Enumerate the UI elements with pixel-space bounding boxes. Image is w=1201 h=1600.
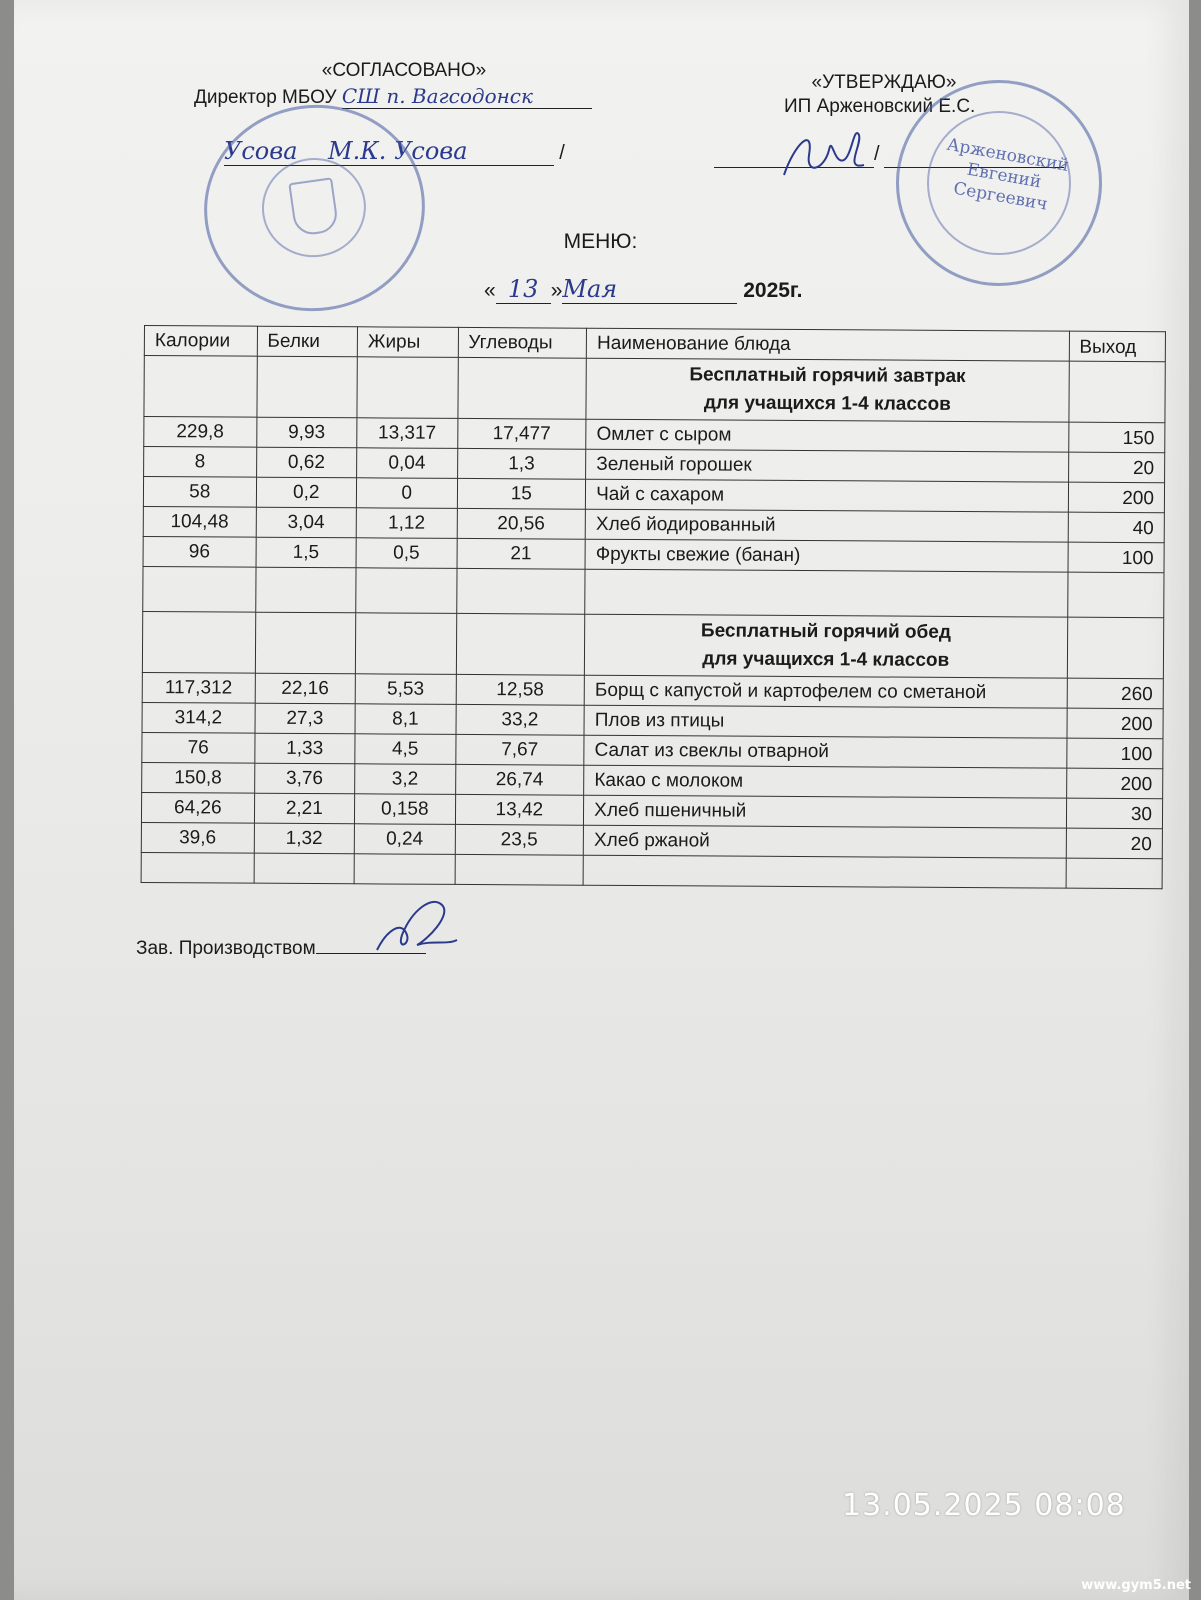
page-title: МЕНЮ: bbox=[563, 230, 638, 253]
cell-protein: 2,21 bbox=[254, 793, 355, 824]
approval-left-word: «СОГЛАСОВАНО» bbox=[321, 60, 487, 81]
cell-dish-name: Хлеб пшеничный bbox=[584, 795, 1067, 828]
cell-carbs: 20,56 bbox=[457, 508, 586, 539]
cell-dish-name: Омлет с сыром bbox=[586, 419, 1069, 452]
empty-row bbox=[143, 566, 1164, 617]
cell-dish-name: Фрукты свежие (банан) bbox=[585, 539, 1068, 572]
cell-output: 100 bbox=[1066, 738, 1163, 769]
col-header-out: Выход bbox=[1069, 331, 1166, 362]
date-open-quote: « bbox=[484, 279, 496, 302]
director-signature-line: Усова М.К. Усова / bbox=[224, 137, 565, 165]
cell-fat: 0,158 bbox=[354, 794, 455, 825]
cell-dish-name: Салат из свеклы отварной bbox=[584, 735, 1067, 768]
menu-table bbox=[141, 325, 1166, 889]
menu-date bbox=[484, 275, 802, 304]
cell-dish-name: Чай с сахаром bbox=[586, 479, 1069, 512]
cell-protein: 22,16 bbox=[255, 673, 356, 704]
cell-kcal: 150,8 bbox=[142, 762, 255, 793]
cell-kcal: 96 bbox=[143, 536, 256, 567]
col-header-name: Наименование блюда bbox=[586, 328, 1069, 361]
cell-fat: 3,2 bbox=[355, 764, 456, 795]
cell-protein: 9,93 bbox=[256, 417, 357, 448]
signature-word: Усова bbox=[224, 137, 298, 165]
cell-dish-name: Хлеб йодированный bbox=[585, 509, 1068, 542]
cell-output: 30 bbox=[1066, 798, 1163, 829]
cell-kcal: 58 bbox=[143, 477, 256, 508]
breakfast-title bbox=[586, 358, 1069, 422]
slash: / bbox=[874, 143, 880, 165]
cell-output: 200 bbox=[1066, 708, 1163, 739]
col-header-protein: Белки bbox=[257, 326, 358, 357]
cell-kcal: 8 bbox=[144, 447, 257, 478]
cell-kcal: 64,26 bbox=[141, 792, 254, 823]
cell-output: 20 bbox=[1068, 452, 1165, 483]
cell-carbs: 15 bbox=[457, 478, 586, 509]
approval-right-word: «УТВЕРЖДАЮ» bbox=[811, 72, 957, 93]
cell-kcal: 229,8 bbox=[144, 417, 257, 448]
cell-dish-name: Плов из птицы bbox=[584, 705, 1067, 738]
lunch-title-line1: Бесплатный горячий обед bbox=[700, 620, 951, 643]
cell-fat: 8,1 bbox=[355, 704, 456, 735]
cell-kcal: 117,312 bbox=[142, 672, 255, 703]
cell-protein: 1,5 bbox=[256, 537, 357, 568]
cell-carbs: 17,477 bbox=[457, 418, 586, 449]
cell-output: 150 bbox=[1068, 422, 1165, 453]
paper-sheet bbox=[14, 0, 1189, 1600]
cell-fat: 1,12 bbox=[356, 508, 457, 539]
col-header-kcal: Калории bbox=[144, 326, 257, 357]
cell-carbs: 13,42 bbox=[455, 794, 584, 825]
cell-output: 260 bbox=[1067, 678, 1164, 709]
footer-label: Зав. Производством bbox=[136, 938, 316, 959]
cell-dish-name: Какао с молоком bbox=[584, 765, 1067, 798]
col-header-carbs: Углеводы bbox=[458, 327, 587, 358]
cell-carbs: 21 bbox=[457, 538, 586, 569]
cell-output: 100 bbox=[1068, 542, 1165, 573]
cell-output: 20 bbox=[1066, 828, 1163, 859]
director-name-handwritten: М.К. Усова bbox=[328, 137, 468, 165]
cell-kcal: 314,2 bbox=[142, 702, 255, 733]
cell-output: 200 bbox=[1066, 768, 1163, 799]
cell-protein: 27,3 bbox=[255, 703, 356, 734]
cell-carbs: 1,3 bbox=[457, 448, 586, 479]
watermark: www.gym5.net bbox=[1081, 1578, 1191, 1593]
photo-timestamp: 13.05.2025 08:08 bbox=[842, 1488, 1126, 1523]
cell-dish-name: Хлеб ржаной bbox=[583, 825, 1066, 858]
approver-title: ИП Арженовский Е.С. bbox=[784, 96, 976, 117]
empty-row bbox=[141, 852, 1162, 888]
cell-fat: 0,5 bbox=[356, 538, 457, 569]
breakfast-title-line2: для учащихся 1-4 классов bbox=[703, 392, 951, 415]
approver-signature bbox=[774, 115, 884, 190]
date-year: 2025г. bbox=[743, 279, 803, 302]
cell-output: 200 bbox=[1068, 482, 1165, 513]
stamp-name: Арженовский Евгений Сергеевич bbox=[945, 134, 1071, 215]
cell-fat: 5,53 bbox=[355, 674, 456, 705]
cell-protein: 0,2 bbox=[256, 477, 357, 508]
date-day: 13 bbox=[496, 275, 551, 304]
cell-protein: 3,76 bbox=[254, 763, 355, 794]
cell-kcal: 104,48 bbox=[143, 506, 256, 537]
cell-fat: 0,24 bbox=[354, 824, 455, 855]
breakfast-section-row bbox=[144, 356, 1165, 423]
cell-kcal: 76 bbox=[142, 732, 255, 763]
cell-fat: 0 bbox=[356, 478, 457, 509]
breakfast-title-line1: Бесплатный горячий завтрак bbox=[689, 364, 966, 388]
col-header-fat: Жиры bbox=[357, 327, 458, 358]
school-handwritten: СШ п. Вагсодонск bbox=[342, 84, 592, 109]
lunch-title bbox=[585, 614, 1068, 678]
cell-fat: 4,5 bbox=[355, 734, 456, 765]
cell-protein: 1,32 bbox=[254, 823, 355, 854]
cell-protein: 0,62 bbox=[256, 447, 357, 478]
cell-dish-name: Зеленый горошек bbox=[586, 449, 1069, 482]
cell-kcal: 39,6 bbox=[141, 822, 254, 853]
lunch-section-row bbox=[142, 611, 1163, 678]
manager-signature bbox=[372, 890, 462, 960]
cell-dish-name: Борщ с капустой и картофелем со сметаной bbox=[584, 675, 1067, 708]
director-title: Директор МБОУ bbox=[194, 87, 337, 108]
cell-fat: 0,04 bbox=[357, 448, 458, 479]
cell-fat: 13,317 bbox=[357, 418, 458, 449]
cell-output: 40 bbox=[1068, 512, 1165, 543]
cell-protein: 3,04 bbox=[256, 507, 357, 538]
cell-protein: 1,33 bbox=[254, 733, 355, 764]
lunch-title-line2: для учащихся 1-4 классов bbox=[702, 648, 950, 671]
cell-carbs: 26,74 bbox=[455, 764, 584, 795]
director-line bbox=[194, 84, 614, 109]
cell-carbs: 23,5 bbox=[455, 824, 584, 855]
cell-carbs: 33,2 bbox=[456, 704, 585, 735]
date-month: Мая bbox=[562, 275, 737, 304]
date-close-quote: » bbox=[550, 279, 563, 302]
cell-carbs: 12,58 bbox=[456, 674, 585, 705]
ip-stamp bbox=[896, 80, 1102, 286]
cell-carbs: 7,67 bbox=[455, 734, 584, 765]
